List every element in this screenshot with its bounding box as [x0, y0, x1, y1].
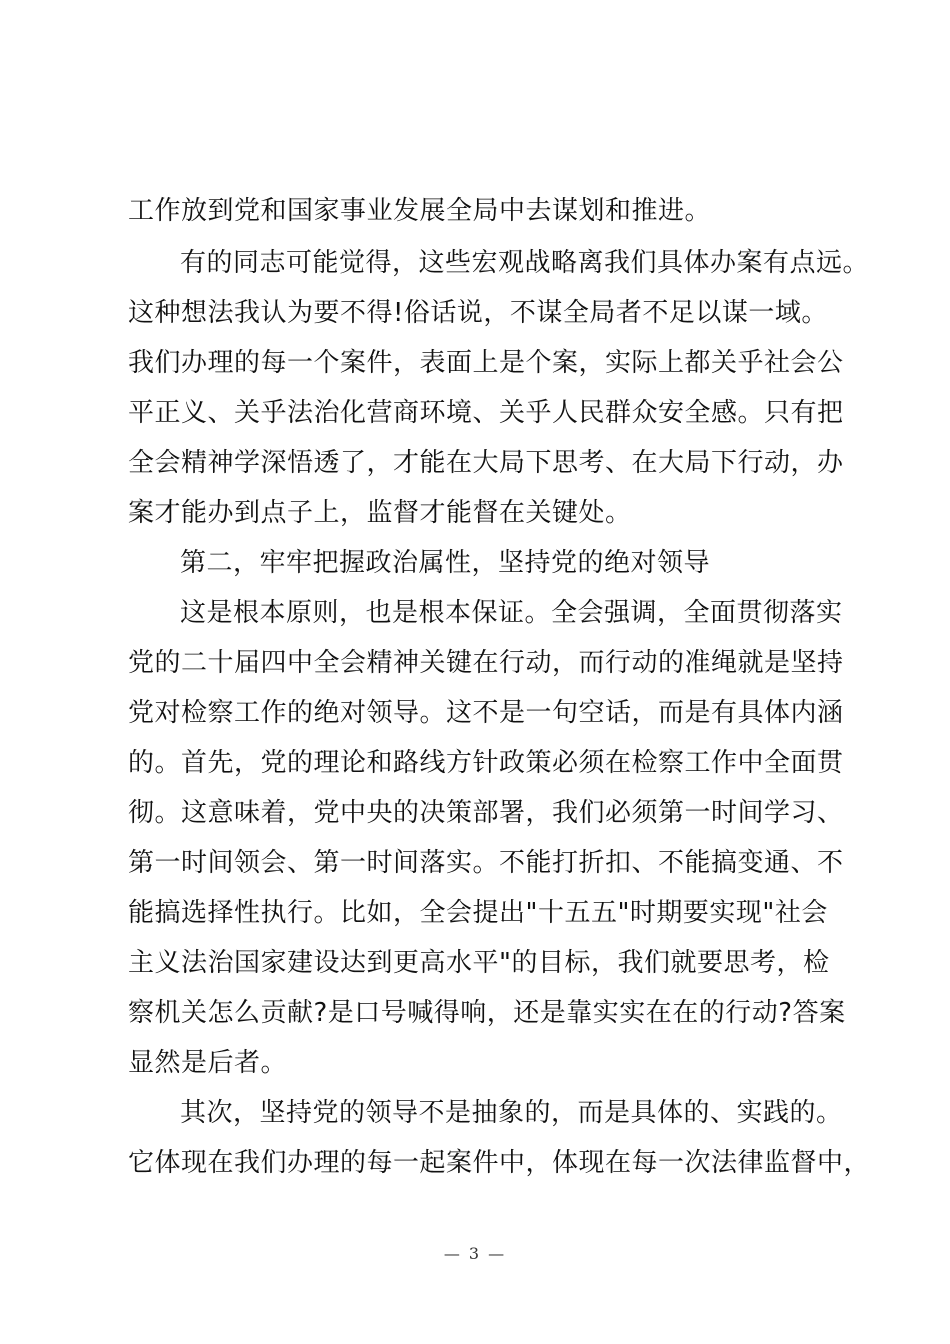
text-line: 第一时间领会、第一时间落实。不能打折扣、不能搞变通、不	[128, 848, 844, 878]
text-line: 全会精神学深悟透了，才能在大局下思考、在大局下行动，办	[128, 448, 844, 478]
page-number: — 3 —	[443, 1244, 507, 1263]
text-line: 的。首先，党的理论和路线方针政策必须在检察工作中全面贯	[128, 748, 844, 778]
paragraph-start-line: 其次，坚持党的领导不是抽象的，而是具体的、实践的。	[180, 1098, 843, 1128]
text-line: 能搞选择性执行。比如，全会提出"十五五"时期要实现"社会	[128, 898, 828, 928]
text-line: 党的二十届四中全会精神关键在行动，而行动的准绳就是坚持	[128, 648, 844, 678]
text-line: 主义法治国家建设达到更高水平"的目标，我们就要思考，检	[128, 948, 830, 978]
text-line: 这种想法我认为要不得!俗话说，不谋全局者不足以谋一域。	[128, 298, 828, 328]
text-line: 彻。这意味着，党中央的决策部署，我们必须第一时间学习、	[128, 798, 844, 828]
text-line: 它体现在我们办理的每一起案件中，体现在每一次法律监督中，	[128, 1148, 871, 1178]
text-line: 我们办理的每一个案件，表面上是个案，实际上都关乎社会公	[128, 348, 844, 378]
text-line: 显然是后者。	[128, 1048, 288, 1078]
paragraph-start-line: 有的同志可能觉得，这些宏观战略离我们具体办案有点远。	[180, 248, 870, 278]
text-line: 工作放到党和国家事业发展全局中去谋划和推进。	[128, 196, 712, 226]
section-heading: 第二，牢牢把握政治属性，坚持党的绝对领导	[180, 548, 711, 578]
text-line: 察机关怎么贡献?是口号喊得响，还是靠实实在在的行动?答案	[128, 998, 846, 1028]
text-line: 平正义、关乎法治化营商环境、关乎人民群众安全感。只有把	[128, 398, 844, 428]
text-line: 案才能办到点子上，监督才能督在关键处。	[128, 498, 632, 528]
text-line: 党对检察工作的绝对领导。这不是一句空话，而是有具体内涵	[128, 698, 844, 728]
paragraph-start-line: 这是根本原则，也是根本保证。全会强调，全面贯彻落实	[180, 598, 843, 628]
